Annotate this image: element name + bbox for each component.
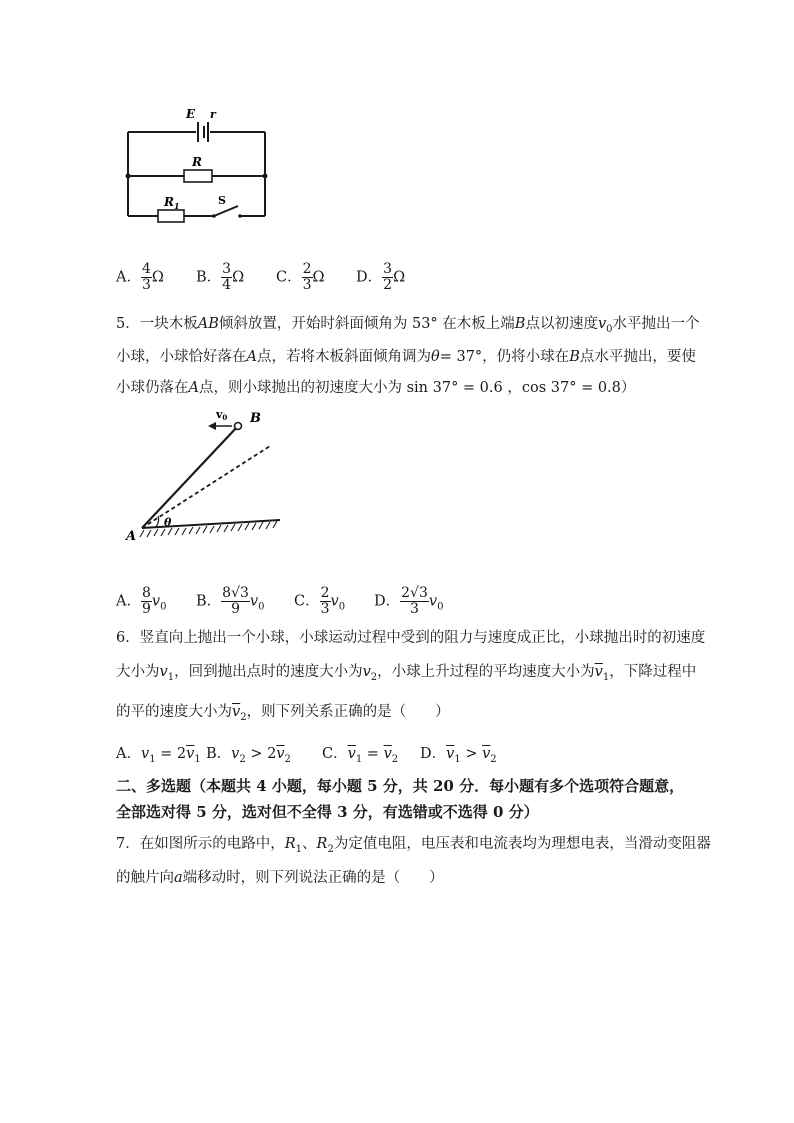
q6-line-3: 的平的速度大小为$\overline{v}_2$，则下列关系正确的是（ ） bbox=[116, 704, 450, 723]
label-S: S bbox=[218, 194, 226, 207]
q5-option-c: C． $\frac{2}{3}$ $v_0$ bbox=[294, 585, 346, 617]
label-theta: θ bbox=[164, 516, 172, 529]
q5-option-b: B． $\frac{8√3}{9}$ $v_0$ bbox=[196, 585, 265, 617]
label-r: r bbox=[210, 108, 216, 121]
q5-line-3: 小球仍落在A点，则小球抛出的初速度大小为 sin 37° = 0.6 ，cos 37° = 0.8） bbox=[116, 380, 636, 396]
label-R1: $R_1$ bbox=[164, 195, 180, 211]
label-B: B bbox=[250, 411, 261, 426]
q6-option-b: B．$v_2 > 2\overline{v}_2$ bbox=[206, 746, 291, 765]
q6-option-a: A．$v_1 = 2\overline{v}_1$ bbox=[116, 746, 201, 765]
q4-option-a: A． $\frac{4}{3}$ Ω bbox=[116, 261, 164, 293]
q5-line-2: 小球，小球恰好落在A点，若将木板斜面倾角调为θ= 37°，仍将小球在B点水平抛出，要使 bbox=[116, 349, 696, 365]
incline-figure bbox=[120, 400, 290, 548]
section2-heading-1: 二、多选题（本题共 4 小题，每小题 5 分，共 20 分．每小题有多个选项符合题意， bbox=[116, 777, 685, 795]
label-E: E bbox=[186, 107, 196, 121]
q6-option-d: D．$\overline{v}_1 > \overline{v}_2$ bbox=[420, 746, 497, 765]
q4-option-c: C． $\frac{2}{3}$ Ω bbox=[276, 261, 325, 293]
q4-option-d: D． $\frac{3}{2}$ Ω bbox=[356, 261, 406, 293]
q7-line-2: 的触片向a端移动时，则下列说法正确的是（ ） bbox=[116, 870, 444, 886]
q6-line-2: 大小为$v_1$，回到抛出点时的速度大小为$v_2$，小球上升过程的平均速度大小为$\overline{v}_1$，下降过程中 bbox=[116, 664, 697, 683]
section2-heading-2: 全部选对得 5 分，选对但不全得 3 分，有选错或不选得 0 分） bbox=[116, 803, 539, 821]
label-R: R bbox=[192, 155, 202, 169]
q5-option-a: A． $\frac{8}{9}$ $v_0$ bbox=[116, 585, 167, 617]
q5-option-d: D． $\frac{2√3}{3}$ $v_0$ bbox=[374, 585, 444, 617]
label-A: A bbox=[126, 529, 137, 544]
circuit-figure bbox=[118, 104, 276, 224]
q6-option-c: C．$\overline{v}_1 = \overline{v}_2$ bbox=[322, 746, 399, 765]
label-v0: v0 bbox=[216, 408, 228, 422]
q7-line-1: 7．在如图所示的电路中，$R_1$、$R_2$为定值电阻，电压表和电流表均为理想电表，当滑动变阻器 bbox=[116, 836, 711, 855]
q6-line-1: 6．竖直向上抛出一个小球，小球运动过程中受到的阻力与速度成正比，小球抛出时的初速度 bbox=[116, 630, 706, 646]
q4-option-b: B． $\frac{3}{4}$ Ω bbox=[196, 261, 245, 293]
q5-line-1: 5．一块木板AB倾斜放置，开始时斜面倾角为 53° 在木板上端B点以初速度$v_0$水平抛出一个 bbox=[116, 316, 700, 335]
